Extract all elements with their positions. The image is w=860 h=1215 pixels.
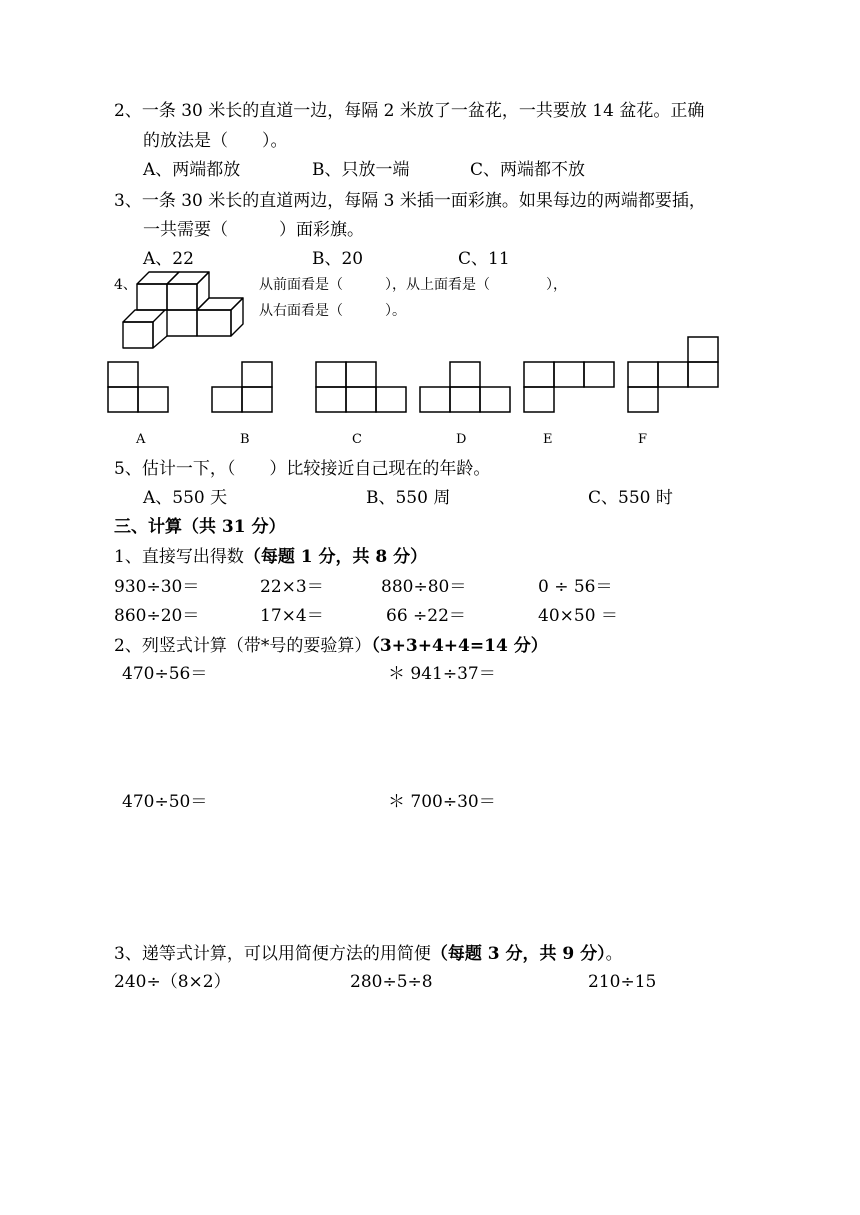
vertical-item-3: 470÷50＝ [122,792,208,812]
calc-item-6: 17×4＝ [260,606,324,626]
q4-line1: 从前面看是（ ），从上面看是（ ）， [259,277,567,293]
calc-item-5: 860÷20＝ [114,606,200,626]
part2-title: 2、列竖式计算（带*号的要验算） [114,636,372,656]
part1-title: 1、直接写出得数 [114,547,244,567]
part1-points: （每题 1 分，共 8 分） [243,547,428,567]
q5-option-c: C、550 时 [588,488,673,508]
choice-label-f: F [638,432,648,447]
q4-number: 4、 [114,277,137,293]
q5-line1: 5、估计一下，（ ）比较接近自己现在的年龄。 [114,459,491,479]
q3-line2: 一共需要（ ）面彩旗。 [143,220,364,240]
calc-item-3: 880÷80＝ [381,577,467,597]
vertical-item-2: ＊ 941÷37＝ [388,664,496,684]
part3-points: （每题 3 分，共 9 分） [430,944,606,964]
stepwise-item-3: 210÷15 [588,972,657,992]
choice-label-c: C [352,432,362,447]
section3-title: 三、计算（共 31 分） [114,517,286,537]
part3-end: 。 [605,944,623,964]
calc-item-7: 66 ÷22＝ [386,606,466,626]
part2-points: （3+3+4+4=14 分） [371,636,548,656]
choice-figures [100,330,730,420]
part3-heading [114,944,623,964]
q2-option-c: C、两端都不放 [470,160,586,180]
calc-item-1: 930÷30＝ [114,577,200,597]
choice-label-b: B [240,432,250,447]
choice-label-d: D [456,432,467,447]
q3-option-c: C、11 [458,249,510,269]
q2-line2: 的放法是（ ）。 [143,131,288,151]
q2-option-b: B、只放一端 [312,160,410,180]
q2-line1: 2、一条 30 米长的直道一边，每隔 2 米放了一盆花，一共要放 14 盆花。正确 [114,101,705,121]
choice-label-e: E [543,432,553,447]
q3-option-a: A、22 [143,249,194,269]
part2-heading [114,636,548,656]
choice-label-a: A [136,432,146,447]
calc-item-8: 40×50 ＝ [538,606,618,626]
q4-line2: 从右面看是（ ）。 [259,303,406,319]
calc-item-2: 22×3＝ [260,577,324,597]
q5-option-a: A、550 天 [143,488,228,508]
vertical-item-4: ＊ 700÷30＝ [388,792,496,812]
q2-option-a: A、两端都放 [143,160,241,180]
q3-line1: 3、一条 30 米长的直道两边，每隔 3 米插一面彩旗。如果每边的两端都要插， [114,191,706,211]
part3-title: 3、递等式计算，可以用简便方法的用简便 [114,944,431,964]
part1-heading [114,547,427,567]
stepwise-item-1: 240÷（8×2） [114,972,231,992]
calc-item-4: 0 ÷ 56＝ [538,577,613,597]
vertical-item-1: 470÷56＝ [122,664,208,684]
q3-option-b: B、20 [312,249,364,269]
q5-option-b: B、550 周 [366,488,451,508]
stepwise-item-2: 280÷5÷8 [350,972,433,992]
